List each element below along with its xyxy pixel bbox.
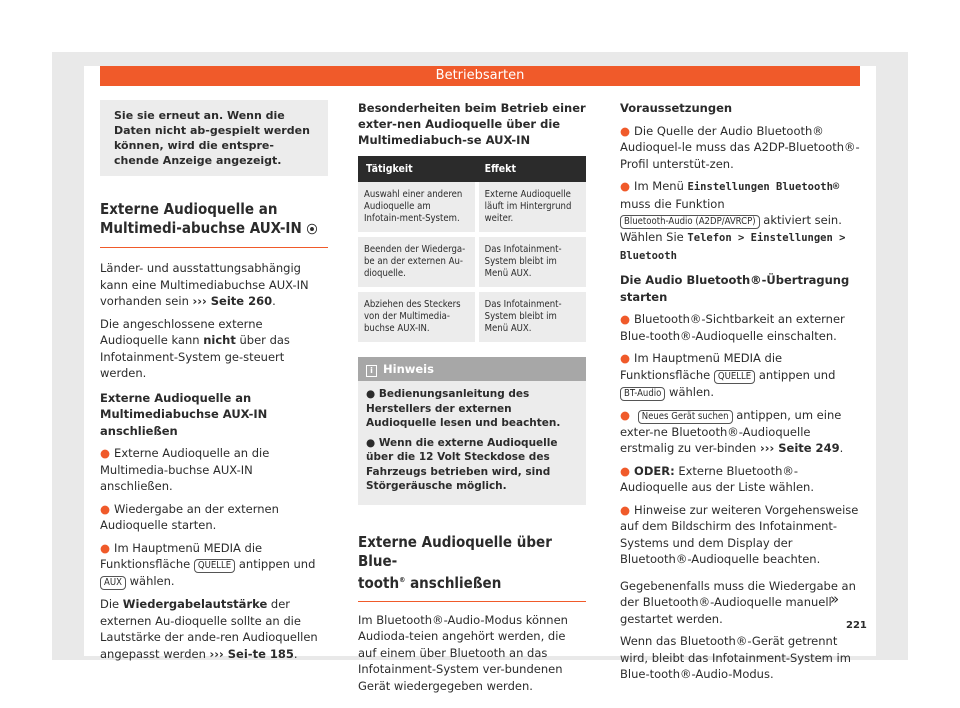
continuation-notice: Sie sie erneut an. Wenn die Daten nicht ab-gespielt werden können, wird die entspre-chende Anzeige angezeigt.: [100, 100, 328, 176]
subheading: Externe Audioquelle an Multimediabuchse AUX-IN anschließen: [100, 390, 268, 438]
list-item: ● Im Menü Einstellungen Bluetooth® muss die Funktion Bluetooth-Audio (A2DP/AVRCP) aktiviert sein. Wählen Sie Telefon > Einstellungen > Bluetooth: [620, 179, 846, 262]
bullet-icon: ●: [620, 123, 631, 138]
bullet-icon: ●: [620, 502, 631, 517]
step-item: ● Wiedergabe an der externen Audioquelle starten.: [100, 501, 279, 532]
hinweis-box: [358, 357, 586, 505]
control-paragraph: Die angeschlossene externe Audioquelle kann nicht über das Infotainment-System ge-steuert werden.: [100, 316, 290, 380]
bullet-icon: ●: [620, 351, 631, 365]
section-header: Betriebsarten: [100, 66, 860, 86]
table-header: Tätigkeit: [358, 156, 477, 182]
step-item: ● Im Hauptmenü MEDIA die Funktionsfläche QUELLE antippen und AUX wählen.: [100, 540, 316, 588]
table-row: Auswahl einer anderen Audioquelle am Infotain-ment-System. Externe Audioquelle läuft im Hintergrund weiter.: [358, 182, 586, 235]
bullet-icon: ●: [620, 463, 631, 478]
section-heading-bluetooth: Externe Audioquelle über Blue- tooth® anschließen: [358, 533, 586, 602]
volume-paragraph: Die Wiedergabelautstärke der externen Au-dioquelle sollte an die Lautstärke der ande-ren Audioquellen angepasst werden ››› Sei-te 185.: [100, 597, 318, 661]
subheading: Die Audio Bluetooth®-Übertragung starten: [620, 273, 850, 304]
aux-table: [358, 156, 586, 347]
page-number: 221: [846, 620, 867, 631]
audio-icon: ⦿︎: [306, 223, 318, 236]
paragraph: Wenn das Bluetooth®-Gerät getrennt wird, bleibt das Infotainment-System im Blue-tooth®-Audio-Modus.: [620, 634, 851, 681]
list-item: ● Bedienungsanleitung des Herstellers der externen Audioquelle lesen und beachten.: [366, 388, 561, 429]
page-ref-link[interactable]: ››› Seite 260: [192, 294, 273, 308]
paragraph: Gegebenenfalls muss die Wiedergabe an der Bluetooth®-Audioquelle manuell gestartet werden.: [620, 578, 856, 626]
bullet-icon: ●: [366, 436, 379, 449]
bullet-icon: ●: [620, 407, 631, 422]
table-row: Abziehen des Steckers von der Multimedia-buchse AUX-IN. Das Infotainment-System bleibt im Menü AUX.: [358, 290, 586, 345]
page-ref-link[interactable]: ››› Sei-te 185: [209, 646, 294, 661]
bullet-icon: ●: [620, 179, 631, 193]
step-item: ● Externe Audioquelle an die Multimedia-buchse AUX-IN anschließen.: [100, 446, 270, 493]
continue-arrow-icon: »: [830, 590, 840, 608]
bullet-icon: ●: [100, 446, 111, 460]
left-column: [100, 100, 328, 668]
hinweis-header: i Hinweis: [358, 357, 586, 381]
list-item: ● Die Quelle der Audio Bluetooth® Audioquel-le muss das A2DP-Bluetooth®-Profil unterstüt-zen.: [620, 123, 860, 171]
step-item: ● Neues Gerät suchen antippen, um eine exter-ne Bluetooth®-Audioquelle erstmalig zu ver-binden ››› Seite 249.: [620, 407, 844, 455]
section-heading-aux: Externe Audioquelle an Multimedi-abuchse AUX-IN ⦿︎: [100, 200, 328, 248]
step-item: ● Bluetooth®-Sichtbarkeit an externer Blue-tooth®-Audioquelle einschalten.: [620, 312, 845, 343]
page-ref-link[interactable]: ››› Seite 249: [760, 441, 840, 455]
quelle-button[interactable]: QUELLE: [714, 370, 755, 384]
bullet-icon: ●: [620, 312, 631, 326]
quelle-button[interactable]: QUELLE: [194, 559, 235, 573]
table-heading: Besonderheiten beim Betrieb einer exter-nen Audioquelle über die Multimediabuch-se AUX-IN: [358, 101, 586, 147]
bt-audio-a2dp-button[interactable]: Bluetooth-Audio (A2DP/AVRCP): [620, 215, 760, 229]
bullet-icon: ●: [366, 388, 379, 400]
step-item: ● Hinweise zur weiteren Vorgehensweise auf dem Bildschirm des Infotainment-Systems und dem Display der Bluetooth®-Audioquelle beachten.: [620, 502, 859, 566]
aux-button[interactable]: AUX: [100, 576, 126, 590]
info-icon: i: [366, 365, 377, 377]
table-row: Beenden der Wiederga-be an der externen Au-dioquelle. Das Infotainment-System bleibt im Menü AUX.: [358, 235, 586, 290]
list-item: ● Wenn die externe Audioquelle über die 12 Volt Steckdose des Fahrzeugs betrieben wird, sind Störgeräusche möglich.: [366, 436, 558, 492]
subheading: Voraussetzungen: [620, 101, 733, 115]
step-item: ● Im Hauptmenü MEDIA die Funktionsfläche QUELLE antippen und BT-Audio wählen.: [620, 351, 836, 399]
step-item: ● ODER: Externe Bluetooth®-Audioquelle aus der Liste wählen.: [620, 463, 815, 494]
intro-paragraph: Länder- und ausstattungsabhängig kann eine Multimediabuchse AUX-IN vorhanden sein ››› Seite 260.: [100, 261, 309, 308]
bullet-icon: ●: [100, 501, 111, 516]
middle-column: [358, 100, 586, 700]
hinweis-body: [358, 381, 586, 505]
right-column: [620, 100, 860, 689]
bt-audio-button[interactable]: BT-Audio: [620, 387, 665, 401]
bluetooth-intro: Im Bluetooth®-Audio-Modus können Audioda-teien angehört werden, die auf einem über Bluetooth an das Infotainment-System ver-bundenen Gerät wiedergegeben werden.: [358, 612, 568, 693]
new-device-button[interactable]: Neues Gerät suchen: [638, 410, 733, 424]
bullet-icon: ●: [100, 540, 111, 555]
table-header: Effekt: [477, 156, 586, 182]
